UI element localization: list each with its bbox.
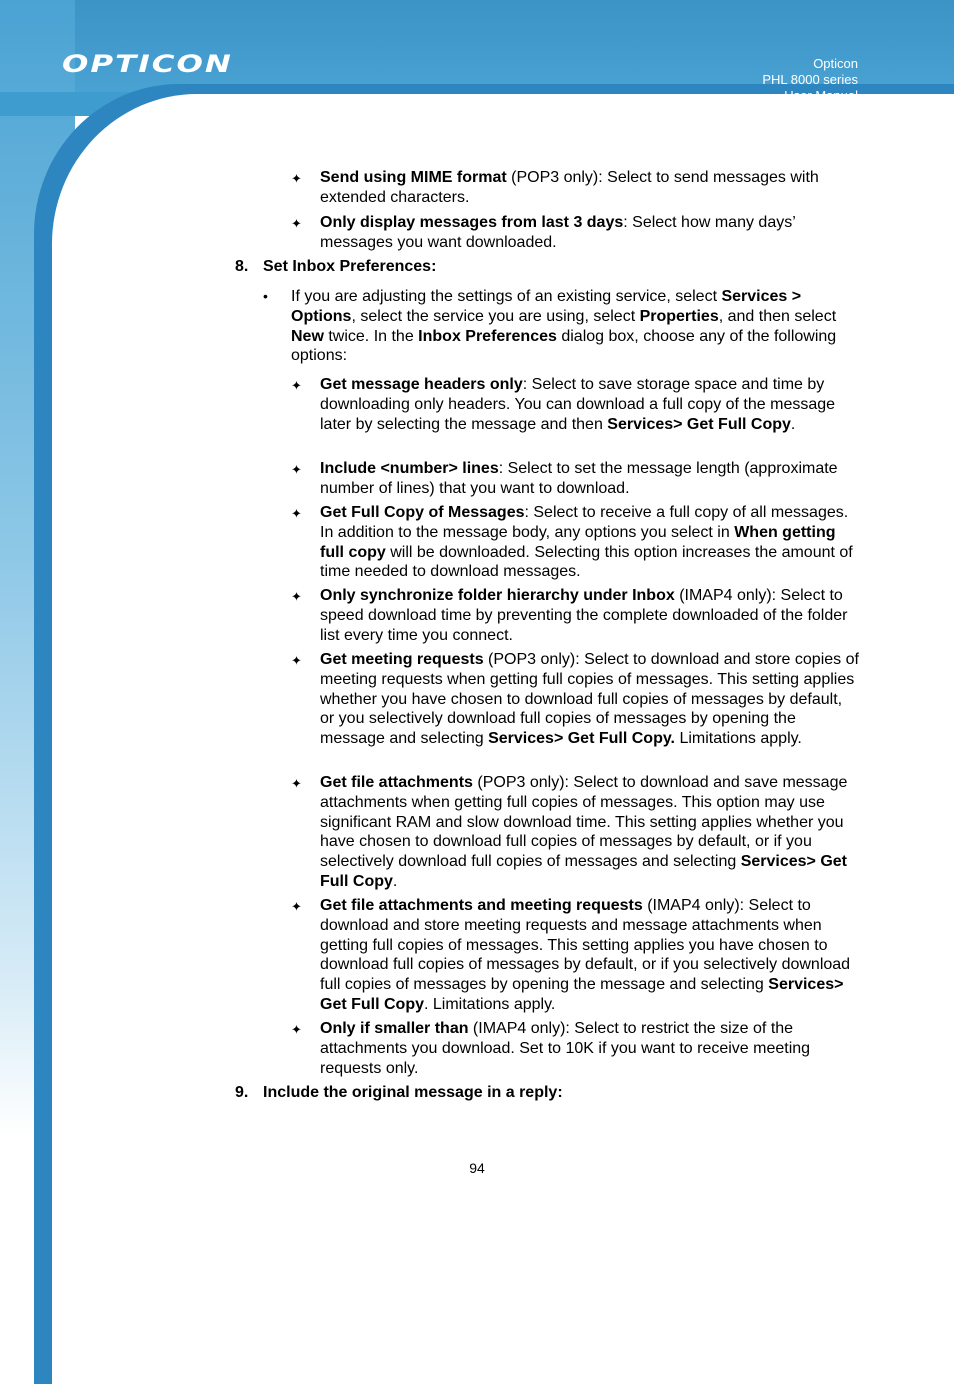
option-item: Get file attachments and meeting requests (IMAP4 only): Select to download and store meeting requests and message attachments when getting full copies of messages. This setting applies you have chosen to download full copies of messages by default, or if you selectively download full copies of messages by opening the message and selecting Services> Get Full Copy. Limitations apply. <box>320 897 851 1013</box>
option-item: Get message headers only: Select to save storage space and time by downloading only headers. You can download a full copy of the message later by selecting the message and then Services> Get Full Copy. <box>320 376 836 433</box>
star-bullet-icon: ✦ <box>291 776 302 791</box>
step-number: 8. <box>235 258 249 275</box>
step-heading: Set Inbox Preferences: <box>263 258 437 275</box>
star-bullet-icon: ✦ <box>291 506 302 521</box>
option-item: Only synchronize folder hierarchy under Inbox (IMAP4 only): Select to speed download time by preventing the complete downloaded of the folder list every time you connect. <box>320 587 848 644</box>
star-bullet-icon: ✦ <box>291 589 302 604</box>
instruction-paragraph: If you are adjusting the settings of an existing service, select Services > Options, select the service you are using, select Properties, and then select New twice. In the Inbox Preferences dialog box, choose any of the following options: <box>291 288 837 365</box>
option-item: Only display messages from last 3 days: Select how many days’ messages you want downloaded. <box>320 214 796 251</box>
option-item: Only if smaller than (IMAP4 only): Select to restrict the size of the attachments you download. Set to 10K if you want to receive meeting requests only. <box>320 1020 811 1077</box>
option-item: Include <number> lines: Select to set the message length (approximate number of lines) that you want to download. <box>320 460 838 497</box>
star-bullet-icon: ✦ <box>291 462 302 477</box>
dot-bullet-icon: • <box>263 288 268 304</box>
option-item: Send using MIME format (POP3 only): Select to send messages with extended characters. <box>320 169 819 206</box>
manual-name: User Manual <box>784 88 858 103</box>
star-bullet-icon: ✦ <box>291 171 302 186</box>
star-bullet-icon: ✦ <box>291 378 302 393</box>
page-number: 94 <box>469 1160 485 1176</box>
option-item: Get file attachments (POP3 only): Select to download and save message attachments when getting full copies of messages. This option may use significant RAM and slow download time. This setting applies whether you have chosen to download full copies of messages by default, or if you selectively download full copies of messages and selecting Services> Get Full Copy. <box>320 774 848 890</box>
opticon-logo: OPTICON <box>62 50 233 79</box>
star-bullet-icon: ✦ <box>291 653 302 668</box>
product-name: PHL 8000 series <box>762 72 858 87</box>
step-heading: Include the original message in a reply: <box>263 1084 563 1101</box>
star-bullet-icon: ✦ <box>291 899 302 914</box>
option-item: Get Full Copy of Messages: Select to receive a full copy of all messages. In addition to the message body, any options you select in When getting full copy will be downloaded. Selecting this option increases the amount of time needed to download messages. <box>320 504 853 581</box>
option-item: Get meeting requests (POP3 only): Select to download and store copies of meeting requests when getting full copies of messages. This setting applies whether you have chosen to download full copies of messages by default, or you selectively download full copies of messages by opening the message and selecting Services> Get Full Copy. Limitations apply. <box>320 651 859 748</box>
step-number: 9. <box>235 1084 249 1101</box>
star-bullet-icon: ✦ <box>291 216 302 231</box>
document-header <box>762 56 858 104</box>
company-name: Opticon <box>813 56 858 71</box>
star-bullet-icon: ✦ <box>291 1022 302 1037</box>
